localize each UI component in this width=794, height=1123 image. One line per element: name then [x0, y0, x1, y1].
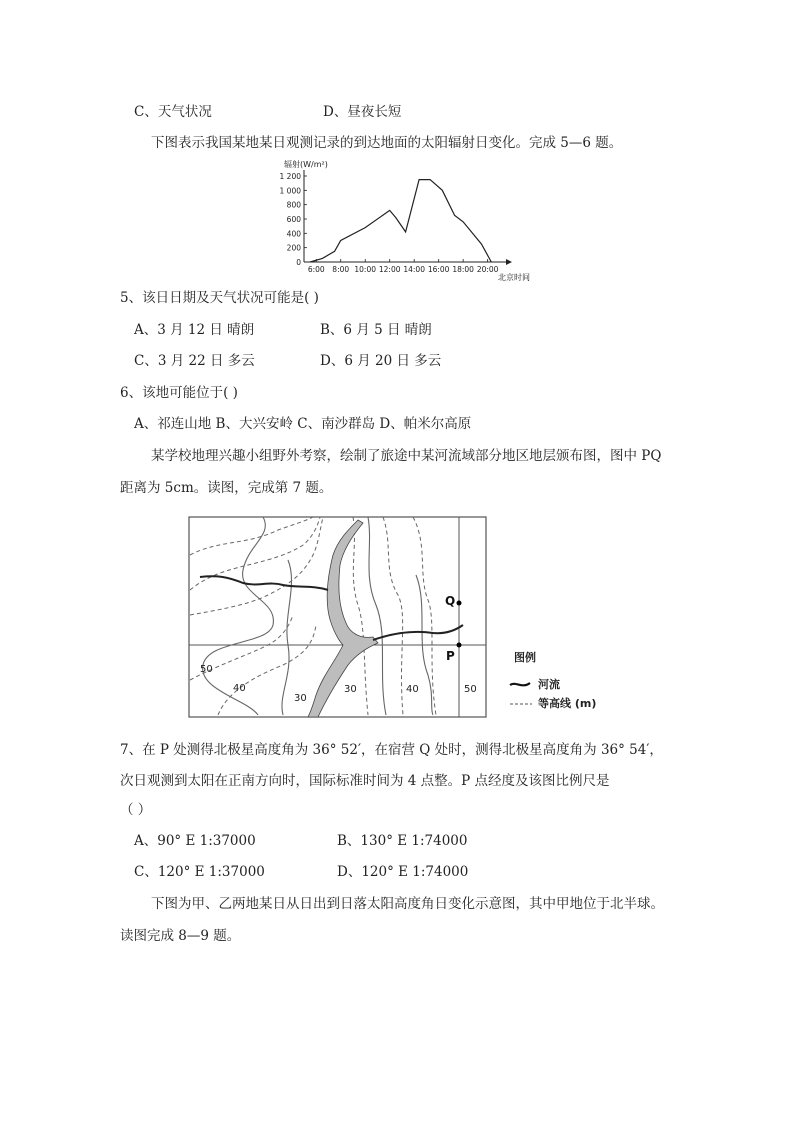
- x-tick-label: 14:00: [403, 265, 425, 274]
- chart-ylabel: 辐射(W/m²): [284, 160, 328, 169]
- intro-8-9-line2: 读图完成 8—9 题。: [120, 928, 241, 944]
- x-tick-label: 18:00: [452, 265, 474, 274]
- x-tick-label: 10:00: [354, 265, 377, 274]
- x-tick-labels: [308, 259, 499, 274]
- radiation-series-line: [310, 180, 491, 262]
- label-q: Q: [445, 594, 456, 608]
- y-tick-label: 200: [286, 243, 301, 253]
- legend-contour-label: 等高线 (m): [538, 697, 597, 710]
- contour-label: 40: [233, 683, 246, 694]
- q5-stem: 5、该日日期及天气状况可能是( ): [120, 290, 319, 306]
- x-tick-label: 20:00: [476, 265, 499, 274]
- q7-option-c: C、120° E 1:37000: [134, 864, 265, 880]
- q5-option-c: C、3 月 22 日 多云: [134, 353, 255, 369]
- q7-answer-paren: （ ）: [120, 802, 152, 818]
- contour-label: 50: [464, 684, 477, 695]
- intro-7-line2: 距离为 5cm。读图，完成第 7 题。: [120, 480, 333, 496]
- y-tick-label: 1 000: [279, 186, 301, 196]
- y-tick-label: 400: [286, 229, 301, 239]
- x-tick-label: 12:00: [378, 265, 401, 274]
- contour-label: 40: [406, 684, 419, 695]
- q5-option-d: D、6 月 20 日 多云: [320, 353, 442, 369]
- q7-option-a: A、90° E 1:37000: [134, 833, 256, 849]
- intro-5-6: 下图表示我国某地某日观测记录的到达地面的太阳辐射日变化。完成 5—6 题。: [151, 135, 623, 151]
- legend-river-symbol: [510, 683, 530, 685]
- x-tick-label: 6:00: [307, 265, 325, 274]
- intro-7-line1: 某学校地理兴趣小组野外考察，绘制了旅途中某河流域部分地区地层颁布图，图中 PQ: [151, 448, 662, 464]
- y-tick-label: 800: [286, 200, 301, 210]
- y-tick-label: 0: [296, 258, 301, 267]
- intro-8-9-line1: 下图为甲、乙两地某日从日出到日落太阳高度角日变化示意图，其中甲地位于北半球。: [151, 896, 664, 912]
- q4-option-c: C、天气状况: [134, 104, 212, 120]
- radiation-chart: [270, 156, 530, 286]
- point-q: [457, 601, 462, 606]
- contour-label: 30: [294, 693, 307, 704]
- q4-option-d: D、昼夜长短: [323, 104, 402, 120]
- q5-option-b: B、6 月 5 日 晴朗: [320, 322, 432, 338]
- x-tick-label: 16:00: [427, 265, 450, 274]
- contour-label: 30: [344, 684, 357, 695]
- q7-option-b: B、130° E 1:74000: [337, 833, 468, 849]
- label-p: P: [446, 649, 455, 663]
- x-tick-label: 8:00: [332, 265, 350, 274]
- legend-river-label: 河流: [538, 678, 560, 691]
- contour-map: [188, 515, 628, 725]
- y-tick-labels: [280, 172, 307, 267]
- q7-option-d: D、120° E 1:74000: [337, 864, 469, 880]
- q5-option-a: A、3 月 12 日 晴朗: [134, 322, 255, 338]
- x-axis-arrow: [506, 259, 512, 265]
- contour-label: 50: [200, 664, 213, 675]
- q7-stem-line2: 次日观测到太阳在正南方向时，国际标准时间为 4 点整。P 点经度及该图比例尺是: [120, 773, 610, 789]
- q6-stem: 6、该地可能位于( ): [120, 385, 238, 401]
- y-tick-label: 1 200: [279, 172, 301, 181]
- map-legend: [510, 650, 596, 710]
- q6-options: A、祁连山地 B、大兴安岭 C、南沙群岛 D、帕米尔高原: [134, 416, 472, 432]
- y-tick-label: 600: [286, 215, 301, 224]
- chart-xlabel: 北京时间: [498, 273, 530, 282]
- q7-stem-line1: 7、在 P 处测得北极星高度角为 36° 52′，在宿营 Q 处时，测得北极星高度角为 36° 54′，: [120, 742, 663, 758]
- point-p: [457, 643, 462, 648]
- legend-title: 图例: [514, 651, 536, 664]
